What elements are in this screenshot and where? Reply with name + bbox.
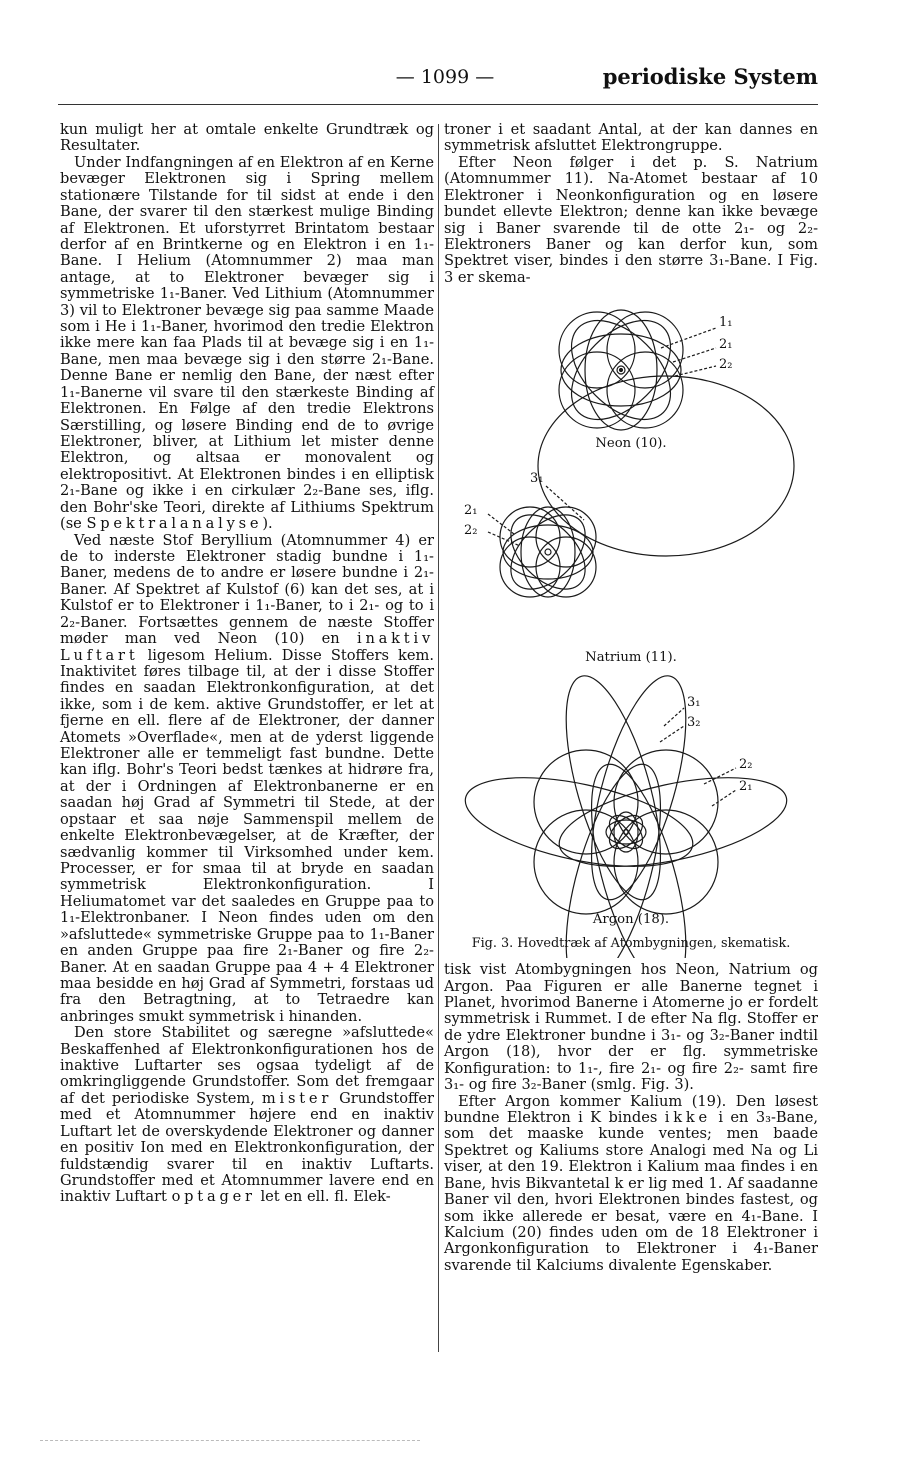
spaced-term: inaktiv Luftart <box>60 630 434 664</box>
orbit-label: 2₂ <box>464 523 478 539</box>
paragraph: Ved næste Stof Beryllium (Atomnummer 4) er de to inderste Elektroner stadig bundne i 1₁-Baner, medens de to andre er løsere bundne i 2₁-Baner. Af Spektret af Kulstof (6) kan det ses, at i Kulstof er to Elektroner i 1₁-Baner, to i 2₁- og to i 2₂-Baner. Fortsættes gennem de næste Stoffer møder man ved Neon (10) en inaktiv Luftart ligesom Helium. Disse Stoffers kem. Inaktivitet føres tilbage til, at der i disse Stoffer findes en saadan Elektronkonfiguration, at det ikke, som i de kem. aktive Grundstoffer, er let at fjerne en ell. flere af de Elektroner, der danner Atomets »Overflade«, men at de yderst liggende Elektroner alle er temmeligt fast bundne. Dette kan iflg. Bohr's Teori bedst tænkes at hidrøre fra, at der i Ordningen af Elektronbanerne er en saadan høj Grad af Symmetri til Stede, at der opstaar et saa nøje Sammenspil mellem de enkelte Elektronbevægelser, at de Kræfter, der sædvanlig kommer til Virksomhed under kem. Processer, er for smaa til at bryde en saadan symmetrisk Elektronkonfiguration. I Heliumatomet var det saaledes en Gruppe paa to 1₁-Elektronbaner. I Neon findes uden om den »afsluttede« symmetriske Gruppe paa to 1₁-Baner en anden Gruppe paa fire 2₁-Baner og fire 2₂-Baner. At en saadan Gruppe paa 4 + 4 Elektroner maa besidde en høj Grad af Symmetri, forstaas ud fra den Betragtning, at to Tetraedre kan anbringes smukt symmetrisk i hinanden. <box>60 531 434 1025</box>
leader-line <box>664 708 684 726</box>
natrium-diagram <box>488 376 794 603</box>
leader-line <box>673 348 716 362</box>
nucleus <box>620 369 623 372</box>
orbit-label: 3₂ <box>687 715 701 731</box>
orbit <box>614 750 718 854</box>
paragraph: Efter Argon kommer Kalium (19). Den løsest bundne Elektron i K bindes ikke i en 3₃-Bane, som det maaske kunde ventes; men baade Spektret og Kaliums store Analogi med Na og Li viser, at den 19. Elektron i Kalium maa findes i en Bane, hvis Bikvantetal k er lig med 1. Af saadanne Baner vil den, hvori Elektronen bindes fastest, og som ikke allerede er besat, være en 4₁-Bane. I Kalcium (20) findes uden om de 18 Elektroner i Argonkonfiguration to Elektroner i 4₁-Baner svarende til Kalciums divalente Egenskaber. <box>444 1092 818 1274</box>
orbit <box>503 525 593 579</box>
leader-line <box>704 768 736 784</box>
orbit-label: 2₂ <box>739 757 753 773</box>
running-head: periodiske System <box>602 64 818 89</box>
spaced-term: mister <box>261 1089 333 1107</box>
atom-diagrams <box>444 288 818 958</box>
argon-label: Argon (18). <box>592 912 670 928</box>
page-number: — 1099 — <box>395 66 495 88</box>
orbit-label: 2₁ <box>719 337 733 353</box>
orbit <box>497 501 599 603</box>
paragraph: troner i et saadant Antal, at der kan dannes en symmetrisk afsluttet Elektrongruppe. <box>444 121 818 155</box>
figure-caption: Fig. 3. Hovedtræk af Atombygningen, skematisk. <box>471 936 791 952</box>
header-rule <box>58 104 818 105</box>
orbit-label: 2₁ <box>739 779 753 795</box>
orbit <box>538 376 794 556</box>
spaced-term: ikke <box>664 1109 711 1127</box>
orbit <box>534 750 638 854</box>
nucleus <box>545 549 551 555</box>
paragraph: Den store Stabilitet og særegne »afsluttede« Beskaffenhed af Elektronkonfigurationen hos de inaktive Luftarter ses ogsaa tydeligt af de omkringliggende Grundstoffer. Som det fremgaar af det periodiske System, mister Grundstoffer med et Atomnummer højere end en inaktiv Luftart let de overskydende Elektroner og danner en positiv Ion med en Elektronkonfiguration, der fuldstændig svarer til en inaktiv Luftarts. Grundstoffer med et Atomnummer lavere end en inaktiv Luftart optager let en ell. fl. Elek- <box>60 1024 434 1206</box>
leader-line <box>660 726 684 742</box>
footer-rule <box>40 1440 420 1441</box>
orbit-label: 1₁ <box>719 315 733 331</box>
orbit-label: 3₁ <box>530 471 544 487</box>
paragraph: Under Indfangningen af en Elektron af en Kerne bevæger Elektronen sig i Spring mellem stationære Tilstande for til sidst at ende i den Bane, der svarer til den stærkest mulige Binding af Elektronen. Et uforstyrret Brintatom bestaar derfor af en Brintkerne og en Elektron i en 1₁-Bane. I Helium (Atomnummer 2) maa man antage, at to Elektroner bevæger sig i symmetriske 1₁-Baner. Ved Lithium (Atomnummer 3) vil to Elektroner bevæge sig paa samme Maade som i He i 1₁-Baner, hvorimod den tredie Elektron ikke mere kan faa Plads til at bevæge sig i en 1₁-Bane, men maa bevæge sig i den større 2₁-Bane. Denne Bane er nemlig den Bane, der næst efter 1₁-Banerne vil svare til den stærkeste Binding af Elektronen. En Følge af den tredie Elektrons Særstilling, og løsere Binding end de to øvrige Elektroner, bliver, at Lithium let mister denne Elektron, og altsaa er monovalent og elektropositivt. At Elektronen bindes i en elliptisk 2₁-Bane og ikke i en cirkulær 2₂-Bane ses, iflg. den Bohr'ske Teori, direkte af Lithiums Spektrum (se Spektralanalyse). <box>60 153 434 533</box>
paragraph: kun muligt her at omtale enkelte Grundtræk og Resultater. <box>60 121 434 155</box>
orbit-label: 2₂ <box>719 357 733 373</box>
orbit-label: 2₁ <box>464 503 478 519</box>
left-column <box>60 122 434 1206</box>
leader-line <box>712 790 736 806</box>
natrium-label: Natrium (11). <box>585 650 677 666</box>
orbit <box>497 501 599 603</box>
spaced-term: optager <box>171 1188 256 1206</box>
column-divider <box>438 124 439 1352</box>
orbit <box>521 507 575 597</box>
paragraph: tisk vist Atombygningen hos Neon, Natrium og Argon. Paa Figuren er alle Banerne tegnet i Planet, hvorimod Banerne i Atomerne jo er fordelt symmetrisk i Rummet. I de efter Na flg. Stoffer er de ydre Elektroner bundne i 3₁- og 3₂-Baner indtil Argon (18), hvor der er flg. symmetriske Konfiguration: to 1₁-, fire 2₁- og fire 2₂- samt fire 3₁- og fire 3₂-Baner (smlg. Fig. 3). <box>444 961 818 1094</box>
neon-label: Neon (10). <box>595 436 667 452</box>
spaced-term: Spektralanalyse <box>86 515 263 533</box>
orbit-label: 3₁ <box>687 695 701 711</box>
atom-figure <box>444 288 818 958</box>
neon-diagram <box>553 302 716 438</box>
paragraph: Efter Neon følger i det p. S. Natrium (Atomnummer 11). Na-Atomet bestaar af 10 Elektroner i Neonkonfiguration og en løsere bundet ellevte Elektron; denne kan ikke bevæge sig i Baner svarende til de otte 2₁- og 2₂-Elektroners Baner og kan derfor kun, som Spektret viser, bindes i den større 3₁-Bane. I Fig. 3 er skema- <box>444 153 818 286</box>
right-column <box>444 122 818 1274</box>
